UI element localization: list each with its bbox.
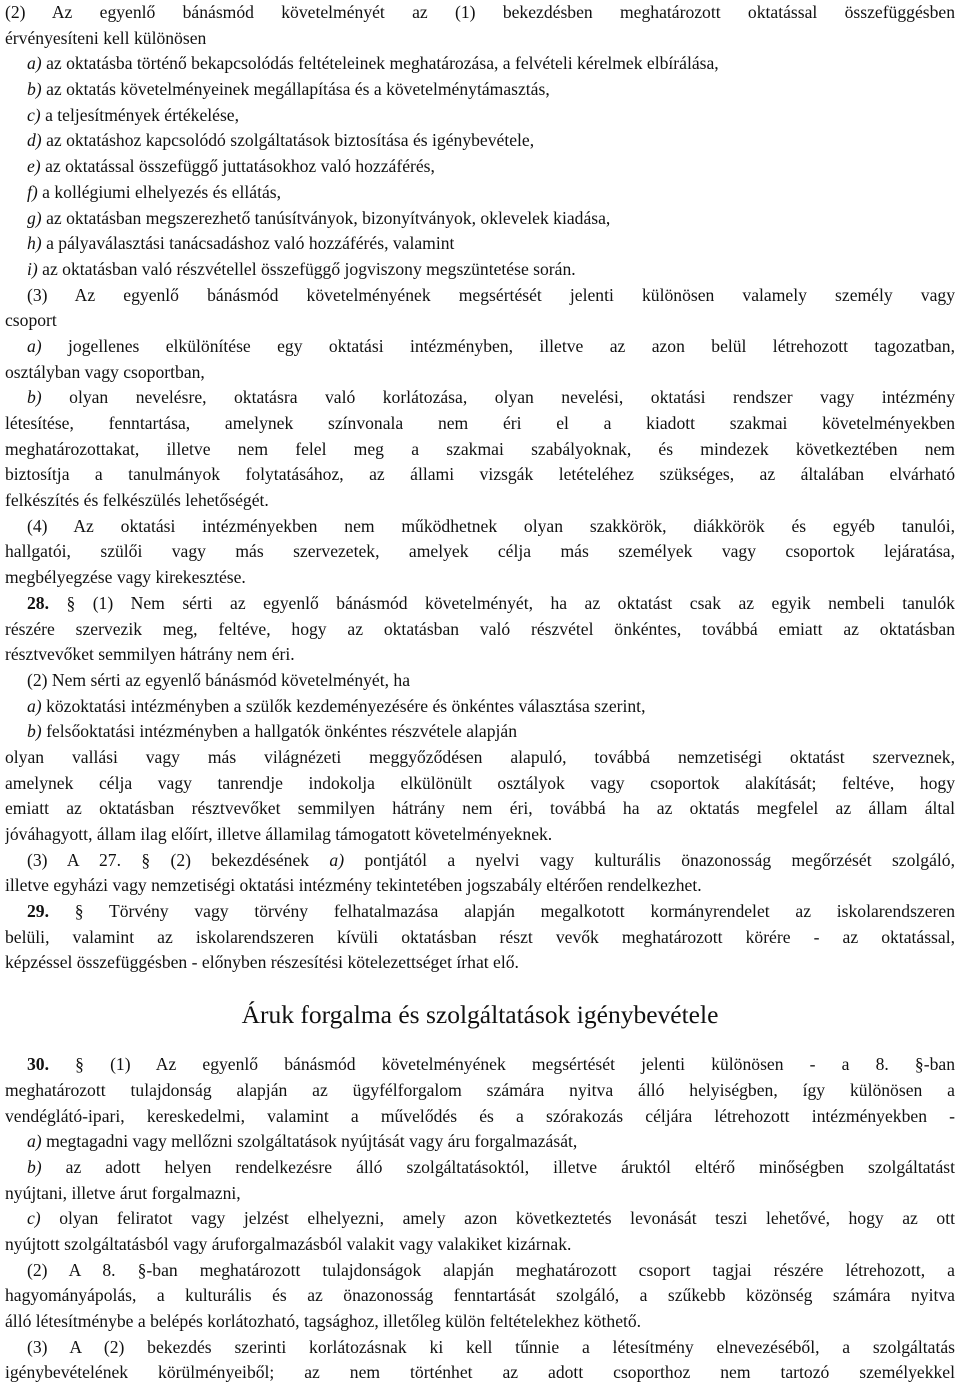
s27-item-a: a) az oktatásba történő bekapcsolódás feltételeinek meghatározása, a felvételi kérelmek elbírálása,	[27, 53, 719, 74]
s28-p2-b: b) felsőoktatási intézményben a hallgatók önkéntes részvétele alapján	[27, 721, 517, 742]
s28-p2-tail-line3: emiatt az oktatásban résztvevőket semmilyen hátrány nem éri, továbbá ha az oktatás megfelel az állam által	[5, 798, 955, 819]
s27-p3-a-line2: osztályban vagy csoportban,	[5, 361, 205, 382]
s27-p3-line1: (3) Az egyenlő bánásmód követelményének megsértését jelenti különösen valamely személy vagy	[27, 284, 955, 305]
s30-p1-line2: meghatározott tulajdonság alapján az ügyfélforgalom számára nyitva álló helyiségben, így különösen a	[5, 1079, 955, 1100]
s28-p1-line3: résztvevőket semmilyen hátrány nem éri.	[5, 644, 295, 665]
s29-line1: 29. § Törvény vagy törvény felhatalmazása alapján megalkotott kormányrendelet az iskolarendszeren	[27, 901, 955, 922]
section-number-30: 30.	[27, 1054, 49, 1075]
s30-p3-line1: (3) A (2) bekezdés szerinti korlátozásnak ki kell tűnnie a létesítmény elnevezéséből, a szolgáltatás	[27, 1336, 955, 1357]
s27-item-f: f) a kollégiumi elhelyezés és ellátás,	[27, 181, 282, 202]
s30-p3-line2: igénybevételének körülményeiből; az nem történhet az adott csoporthoz nem tartozó személyekkel	[5, 1362, 955, 1383]
s27-p3-b-line3: meghatározottakat, illetve nem felel meg a szakmai szabályoknak, és mindezek következtében nem	[5, 438, 955, 459]
s29-line2: belüli, valamint az iskolarendszeren kívüli oktatásban részt vevők meghatározott körére - az oktatással,	[5, 926, 955, 947]
s27-p2-line2: érvényesíteni kell különösen	[5, 27, 207, 48]
section-number-28: 28.	[27, 592, 49, 613]
s27-p3-b-line5: felkészítés és felkészülés lehetőségét.	[5, 490, 269, 511]
s29-line3: képzéssel összefüggésben - előnyben részesítési kötelezettséget írhat elő.	[5, 952, 519, 973]
s27-item-b: b) az oktatás követelményeinek megállapítása és a követelménytámasztás,	[27, 79, 550, 100]
s27-p3-b-line2: létesítése, fenntartása, amelynek színvonala nem éri el a kiadott szakmai követelményekben	[5, 413, 955, 433]
s28-p2-tail-line2: amelynek célja vagy tanrendje indokolja elkülönült osztályok vagy csoportok alakítását; feltéve, hogy	[5, 772, 955, 793]
s27-p3-b-line1: b) olyan nevelésre, oktatásra való korlátozása, olyan nevelési, oktatási rendszer vagy intézmény	[27, 387, 955, 408]
s28-p1-line2: részére szervezik meg, feltéve, hogy az oktatásban való részvétel önkéntes, továbbá emiatt az oktatásban	[5, 618, 955, 639]
s30-item-b-line2: nyújtani, illetve árut forgalmazni,	[5, 1182, 241, 1203]
s28-p2-intro: (2) Nem sérti az egyenlő bánásmód követelményét, ha	[27, 669, 411, 690]
s27-item-i: i) az oktatásban való részvétellel összefüggő jogviszony megszüntetése során.	[27, 258, 576, 279]
s28-p2-a: a) közoktatási intézményben a szülők kezdeményezésére és önkéntes választása szerint,	[27, 695, 646, 716]
s27-p3-line2: csoport	[5, 310, 57, 331]
s30-item-c-line2: nyújtott szolgáltatásból vagy áruforgalmazásból valakit vagy valakiket kizárnak.	[5, 1233, 572, 1254]
s27-p3-a-line1: a) jogellenes elkülönítése egy oktatási intézményben, illetve az azon belül létrehozott tagozatban,	[27, 335, 955, 356]
s30-item-a: a) megtagadni vagy mellőzni szolgáltatások nyújtását vagy áru forgalmazását,	[27, 1131, 578, 1152]
section-heading: Áruk forgalma és szolgáltatások igénybevétele	[241, 1000, 719, 1030]
s27-item-h: h) a pályaválasztási tanácsadáshoz való hozzáférés, valamint	[27, 233, 455, 254]
s27-item-c: c) a teljesítmények értékelése,	[27, 104, 240, 125]
s28-p2-tail-line4: jóváhagyott, állam ilag előírt, illetve államilag támogatott követelményeknek.	[5, 824, 553, 844]
s27-p4-line1: (4) Az oktatási intézményekben nem működhetnek olyan szakkörök, diákkörök és egyéb tanulói,	[27, 515, 955, 536]
s30-p2-line2: hagyományápolás, a kulturális és az önazonosság fenntartását szolgáló, a szűkebb közönség számára nyitva	[5, 1285, 955, 1306]
s28-p3-line1: (3) A 27. § (2) bekezdésének a) pontjától a nyelvi vagy kulturális önazonosság megőrzését szolgáló,	[27, 849, 955, 870]
s27-p4-line2: hallgatói, szülői vagy más szervezetek, amelyek célja más személyek vagy csoportok lejáratása,	[5, 541, 955, 562]
s27-p3-b-line4: biztosítja a tanulmányok folytatásához, az állami vizsgák letételéhez szükséges, az általában elvárható	[5, 464, 955, 485]
s30-p1-line1: 30. § (1) Az egyenlő bánásmód követelményének megsértését jelenti különösen - a 8. §-ban	[27, 1054, 955, 1075]
s27-item-d: d) az oktatáshoz kapcsolódó szolgáltatások biztosítása és igénybevétele,	[27, 130, 535, 151]
s30-p2-line3: álló létesítménybe a belépés korlátozható, tagsághoz, illetőleg külön feltételekhez köthető.	[5, 1311, 642, 1331]
s28-p1-line1: 28. § (1) Nem sérti az egyenlő bánásmód követelményét, ha az oktatást csak az egyik nembeli tanulók	[27, 592, 955, 613]
s27-p4-line3: megbélyegzése vagy kirekesztése.	[5, 567, 246, 588]
s30-p1-line3: vendéglátó-ipari, kereskedelmi, valamint a művelődés és a szórakozás céljára létrehozott intézményekben -	[5, 1105, 955, 1126]
s28-p3-line2: illetve egyházi vagy nemzetiségi oktatási intézmény tekintetében jogszabály eltérően rendelkezhet.	[5, 875, 702, 896]
section-number-29: 29.	[27, 901, 49, 922]
s30-item-b-line1: b) az adott helyen rendelkezésre álló szolgáltatásoktól, illetve áruktól eltérő minőségben szolgáltatást	[27, 1156, 955, 1177]
s27-item-e: e) az oktatással összefüggő juttatásokhoz való hozzáférés,	[27, 156, 435, 177]
s30-p2-line1: (2) A 8. §-ban meghatározott tulajdonságok alapján meghatározott csoport tagjai részére létrehozott, a	[27, 1259, 955, 1280]
s28-p2-tail-line1: olyan vallási vagy más világnézeti meggyőződésen alapuló, továbbá nemzetiségi oktatást szerveznek,	[5, 746, 955, 767]
s27-item-g: g) az oktatásban megszerezhető tanúsítványok, bizonyítványok, oklevelek kiadása,	[27, 207, 611, 228]
s30-item-c-line1: c) olyan feliratot vagy jelzést elhelyezni, amely azon következtetés levonását teszi lehetővé, hogy az ott	[27, 1208, 955, 1229]
s27-p2-line1: (2) Az egyenlő bánásmód követelményét az (1) bekezdésben meghatározott oktatással összefüggésben	[5, 2, 955, 22]
